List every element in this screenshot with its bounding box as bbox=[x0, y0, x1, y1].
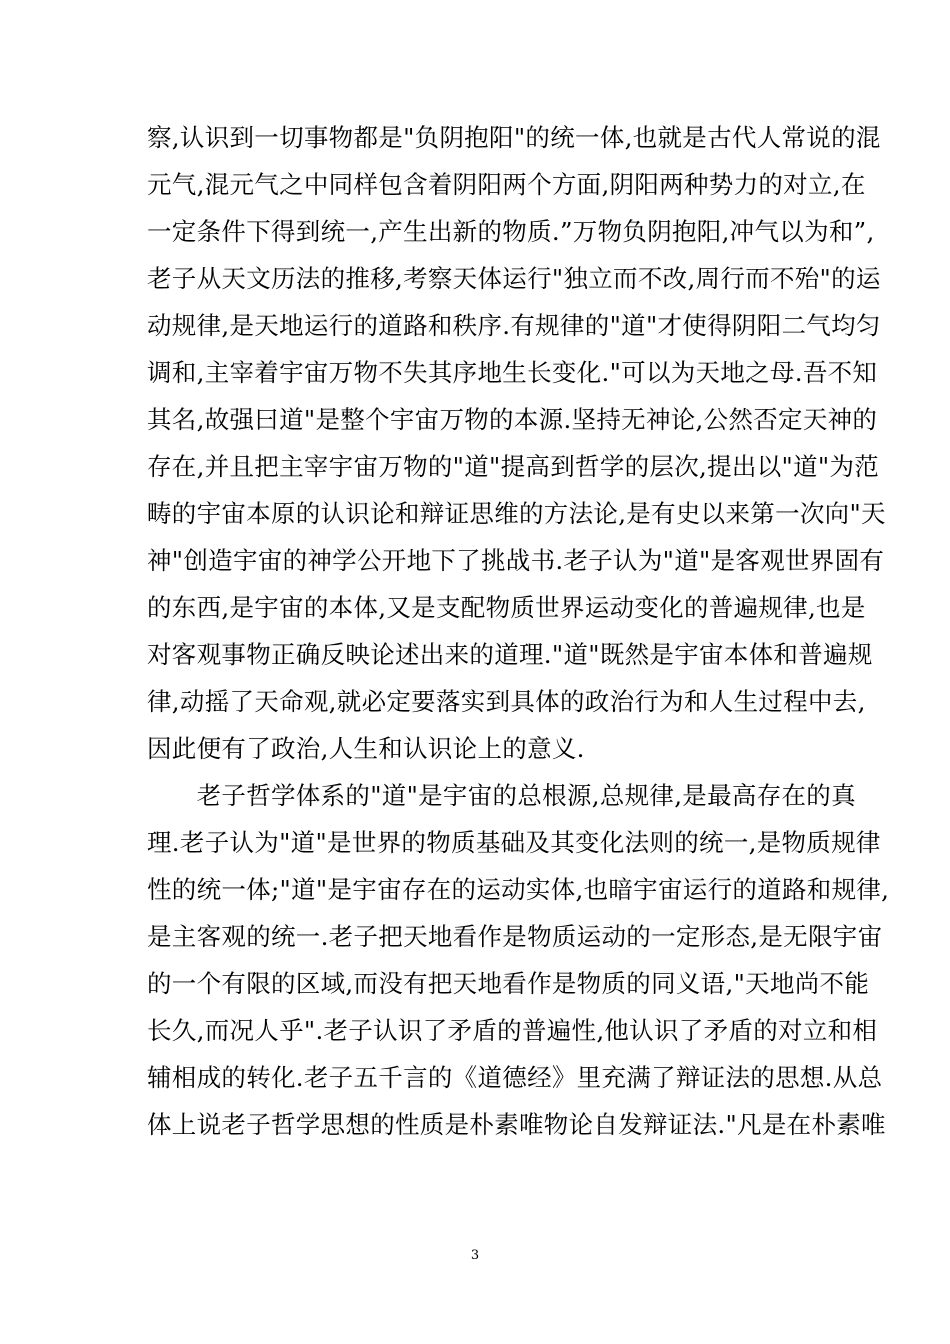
text-line: 调和,主宰着宇宙万物不失其序地生长变化."可以为天地之母.吾不知 bbox=[147, 358, 878, 387]
text-line: 察,认识到一切事物都是"负阴抱阳"的统一体,也就是古代人常说的混 bbox=[147, 123, 881, 152]
text-line: 体上说老子哲学思想的性质是朴素唯物论自发辩证法."凡是在朴素唯 bbox=[147, 1110, 886, 1139]
text-line: 老子从天文历法的推移,考察天体运行"独立而不改,周行而不殆"的运 bbox=[147, 264, 881, 293]
text-line: 对客观事物正确反映论述出来的道理."道"既然是宇宙本体和普遍规 bbox=[147, 640, 873, 669]
text-line: 是主客观的统一.老子把天地看作是物质运动的一定形态,是无限宇宙 bbox=[147, 922, 883, 951]
text-line: 一定条件下得到统一,产生出新的物质.”万物负阴抱阳,冲气以为和”, bbox=[147, 217, 875, 246]
text-line: 的东西,是宇宙的本体,又是支配物质世界运动变化的普遍规律,也是 bbox=[147, 593, 866, 622]
text-line: 元气,混元气之中同样包含着阴阳两个方面,阴阳两种势力的对立,在 bbox=[147, 170, 866, 199]
text-line: 畴的宇宙本原的认识论和辩证思维的方法论,是有史以来第一次向"天 bbox=[147, 499, 886, 528]
text-line: 性的统一体;"道"是宇宙存在的运动实体,也暗宇宙运行的道路和规律, bbox=[147, 875, 890, 904]
text-line: 律,动摇了天命观,就必定要落实到具体的政治行为和人生过程中去, bbox=[147, 687, 866, 716]
text-line: 的一个有限的区域,而没有把天地看作是物质的同义语,"天地尚不能 bbox=[147, 969, 870, 998]
text-line: 长久,而况人乎".老子认识了矛盾的普遍性,他认识了矛盾的对立和相 bbox=[147, 1016, 878, 1045]
text-line: 存在,并且把主宰宇宙万物的"道"提高到哲学的层次,提出以"道"为范 bbox=[147, 452, 880, 481]
text-line: 动规律,是天地运行的道路和秩序.有规律的"道"才使得阴阳二气均匀 bbox=[147, 311, 881, 340]
text-line: 神"创造宇宙的神学公开地下了挑战书.老子认为"道"是客观世界固有 bbox=[147, 546, 885, 575]
text-line: 辅相成的转化.老子五千言的《道德经》里充满了辩证法的思想.从总 bbox=[147, 1063, 883, 1092]
page-number: 3 bbox=[470, 1248, 480, 1263]
text-line: 其名,故强曰道"是整个宇宙万物的本源.坚持无神论,公然否定天神的 bbox=[147, 405, 878, 434]
text-line: 理.老子认为"道"是世界的物质基础及其变化法则的统一,是物质规律 bbox=[147, 828, 881, 857]
text-line: 老子哲学体系的"道"是宇宙的总根源,总规律,是最高存在的真 bbox=[147, 781, 856, 810]
text-line: 因此便有了政治,人生和认识论上的意义. bbox=[147, 734, 585, 763]
